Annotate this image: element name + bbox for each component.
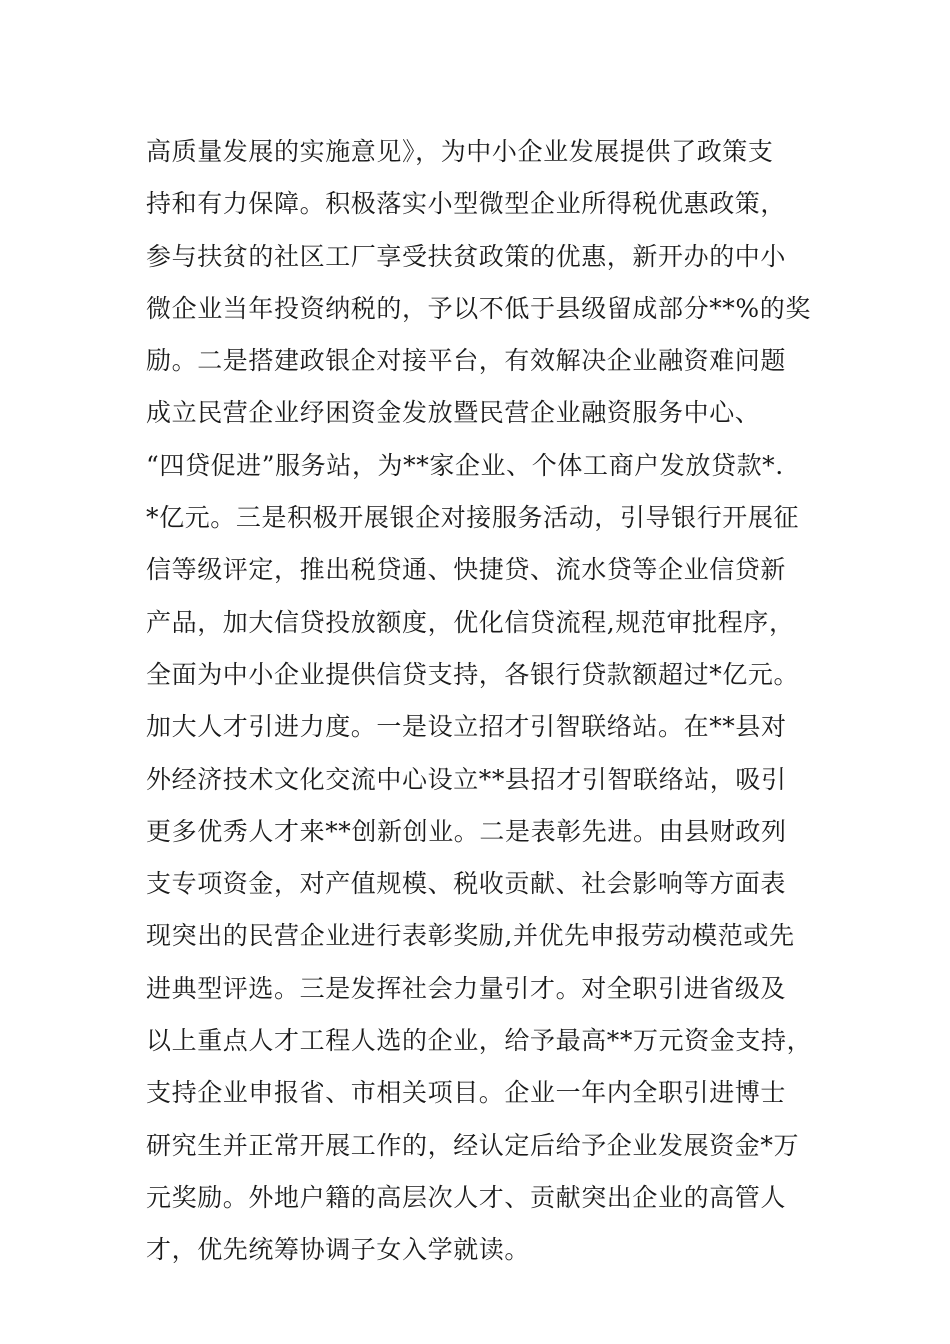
text-line: 支持企业申报省、市相关项目。企业一年内全职引进博士 [146, 1078, 787, 1108]
text-line: 加大人才引进力度。一是设立招才引智联络站。在**县对 [146, 712, 787, 742]
text-line: 产品，加大信贷投放额度，优化信贷流程,规范审批程序， [146, 607, 795, 637]
text-line: 高质量发展的实施意见》，为中小企业发展提供了政策支 [146, 137, 774, 166]
document-body [146, 126, 846, 1277]
text-line: 现突出的民营企业进行表彰奖励,并优先申报劳动模范或先 [146, 921, 795, 951]
text-line: 微企业当年投资纳税的，予以不低于县级留成部分**%的奖 [146, 293, 811, 323]
text-line: 进典型评选。三是发挥社会力量引才。对全职引进省级及 [146, 973, 787, 1003]
text-line: 全面为中小企业提供信贷支持，各银行贷款额超过*亿元。 [146, 659, 800, 689]
text-line: 成立民营企业纾困资金发放暨民营企业融资服务中心、 [146, 398, 761, 428]
text-line: 更多优秀人才来**创新创业。二是表彰先进。由县财政列 [146, 816, 787, 846]
text-line: 才，优先统筹协调子女入学就读。 [146, 1235, 531, 1265]
text-line: 信等级评定，推出税贷通、快捷贷、流水贷等企业信贷新 [146, 555, 787, 585]
text-line: *亿元。三是积极开展银企对接服务活动，引导银行开展征 [146, 503, 800, 533]
text-line: 参与扶贫的社区工厂享受扶贫政策的优惠，新开办的中小 [146, 241, 787, 271]
text-line: 研究生并正常开展工作的，经认定后给予企业发展资金*万 [146, 1130, 800, 1160]
text-line: 持和有力保障。积极落实小型微型企业所得税优惠政策， [146, 189, 787, 219]
text-line: 支专项资金，对产值规模、税收贡献、社会影响等方面表 [146, 869, 787, 899]
text-line: 以上重点人才工程人选的企业，给予最高**万元资金支持， [146, 1026, 813, 1056]
text-line: 元奖励。外地户籍的高层次人才、贡献突出企业的高管人 [146, 1182, 787, 1212]
text-line: “四贷促进”服务站，为**家企业、个体工商户发放贷款*. [146, 450, 784, 480]
text-line: 外经济技术文化交流中心设立**县招才引智联络站，吸引 [146, 764, 787, 794]
text-line: 励。二是搭建政银企对接平台，有效解决企业融资难问题 [146, 346, 787, 376]
